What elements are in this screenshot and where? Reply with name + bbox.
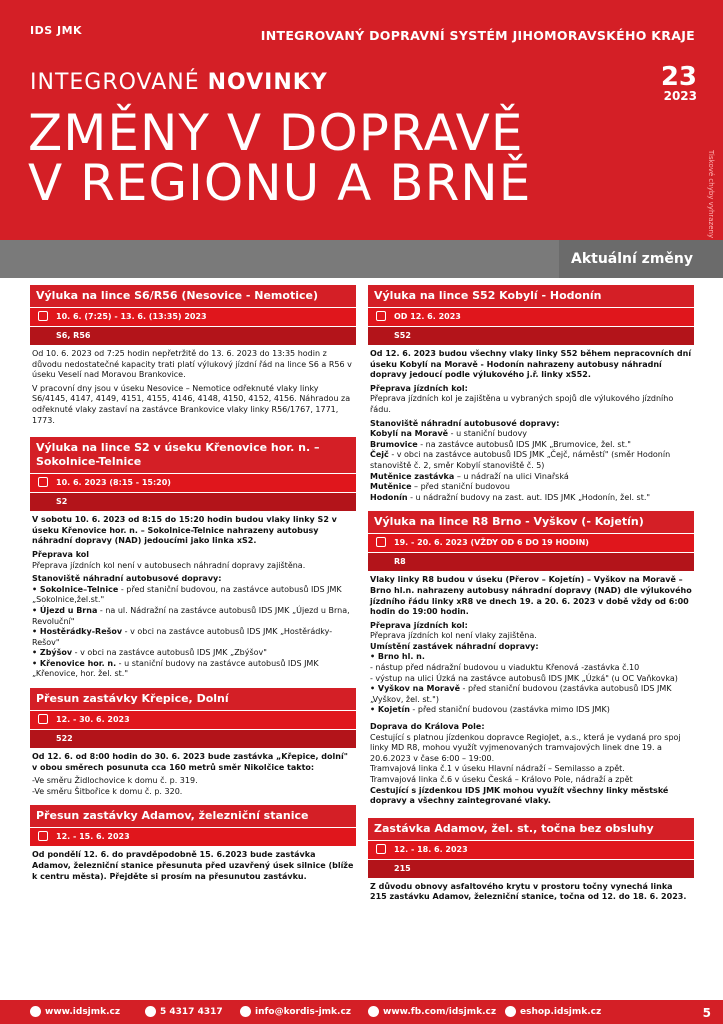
card-title: Výluka na lince S2 v úseku Křenovice hor. n. – Sokolnice-Telnice	[30, 437, 356, 473]
facebook-icon	[368, 1006, 379, 1017]
card-title: Přesun zastávky Adamov, železniční stanice	[30, 805, 356, 827]
line-row: R8	[368, 553, 694, 571]
date-row: 10. 6. (7:25) - 13. 6. (13:35) 2023	[30, 308, 356, 326]
card-body: Od 12. 6. od 8:00 hodin do 30. 6. 2023 bude zastávka „Křepice, dolní" v obou směrech posunuta cca 160 metrů směr Nikolčice takto: -Ve směru Židlochovice k domu č. p. 319. -Ve směru Šitbořice k domu č. p. 320.	[32, 752, 348, 796]
card-body: Od pondělí 12. 6. do pravděpodobně 15. 6.2023 bude zastávka Adamov, železniční stanice přesunuta před uzavřený úsek silnice (blíže k centru města). Přejděte si prosím na přesunutou zastávku.	[32, 850, 354, 881]
date-row: 12. - 15. 6. 2023	[30, 828, 356, 846]
page-title: ZMĚNY V DOPRAVĚ V REGIONU A BRNĚ	[28, 104, 532, 212]
calendar-icon	[376, 311, 386, 321]
eshop-link[interactable]: eshop.idsjmk.cz	[505, 1006, 601, 1017]
section-title: Aktuální změny	[559, 240, 723, 278]
card-body: Od 10. 6. 2023 od 7:25 hodin nepřetržitě do 13. 6. 2023 do 13:35 hodin z důvodu nedostatečné kapacity trati platí výlukový jízdní řád na lince S6 a R56 v úseku Veselí nad Moravou Brankovice. V pracovní dny jsou v úseku Nesovice – Nemotice odřeknuté vlaky linky S6/4145, 4147, 4149, 4151, 4155, 4146, 4148, 4150, 4152, 4156. Náhradou za odřeknuté vlaky zastaví na zastávce Brankovice vlaky linky R56/1767, 1771, 1773.	[32, 349, 352, 425]
kicker: INTEGROVANÉ NOVINKY	[30, 70, 328, 95]
globe-icon	[30, 1006, 41, 1017]
notice-card	[368, 511, 694, 811]
phone-link[interactable]: 5 4317 4317	[145, 1006, 223, 1017]
notice-card	[30, 688, 356, 799]
card-title: Přesun zastávky Křepice, Dolní	[30, 688, 356, 710]
card-body: V sobotu 10. 6. 2023 od 8:15 do 15:20 hodin budou vlaky linky S2 v úseku Křenovice hor. n. – Sokolnice-Telnice nahrazeny autobusy náhradní dopravy (NAD) jedoucími jako linka xS2. Přeprava kol Přeprava jízdních kol není v autobusech náhradní dopravy zajištěna. Stanoviště náhradní autobusové dopravy: • Sokolnice–Telnice - před staniční budovou, na zastávce autobusů IDS JMK „Sokolnice,žel.st." • Újezd u Brna - na ul. Nádražní na zastávce autobusů IDS JMK „Újezd u Brna, Revoluční" • Hostěrádky-Rešov - v obci na zastávce autobusů IDS JMK „Hostěrádky-Rešov" • Zbýšov - v obci na zastávce autobusů IDS JMK „Zbýšov" • Křenovice hor. n. - u staniční budovy na zastávce autobusů IDS JMK „Křenovice, hor. žel. st."	[32, 515, 350, 679]
calendar-icon	[376, 844, 386, 854]
notice-card	[368, 818, 694, 908]
line-row: 215	[368, 860, 694, 878]
line-row: S6, R56	[30, 327, 356, 345]
calendar-icon	[38, 477, 48, 487]
issue-number: 23 2023	[660, 62, 697, 103]
page-number: 5	[702, 1006, 711, 1020]
header-banner	[0, 0, 723, 240]
phone-icon	[145, 1006, 156, 1017]
date-row: 12. - 30. 6. 2023	[30, 711, 356, 729]
notice-card	[30, 437, 356, 682]
card-body: Z důvodu obnovy asfaltového krytu v prostoru točny vynechá linka 215 zastávku Adamov, železniční stanice, točna od 12. do 18. 6. 2023.	[370, 881, 687, 902]
footer	[0, 1000, 723, 1024]
card-body: Vlaky linky R8 budou v úseku (Přerov – Kojetín) – Vyškov na Moravě – Brno hl.n. nahrazeny autobusy náhradní dopravy (NAD) dle výlukového jízdního řádu linky xR8 ve dnech 19. a 20. 6. 2023 v době vždy od 6:00 hodin do 19:00 hodin. Přeprava jízdních kol: Přeprava jízdních kol není vlaky zajištěna. Umístění zastávek náhradní dopravy: • Brno hl. n. - nástup před nádražní budovou u viaduktu Křenová -zastávka č.10 - výstup na ulici Úzká na zastávce autobusů IDS JMK „Úzká" (u OC Vaňkovka) • Vyškov na Moravě - před staniční budovou (zastávka autobusů IDS JMK „Vyškov, žel. st.") • Kojetín - před staniční budovou (zastávka mimo IDS JMK) Doprava do Králova Pole: Cestující s platnou jízdenkou dopravce RegioJet, a.s., která je vydaná pro spoj linky MD R8, mohou využít vyjmenovaných tramvajových linek dne 19. a 20.6.2023 v čase 6:00 – 19:00. Tramvajová linka č.1 v úseku Hlavní nádraží – Semilasso a zpět. Tramvajová linka č.6 v úseku Česká – Královo Pole, nádraží a zpět Cestující s jízdenkou IDS JMK mohou využít všechny linky městské dopravy a všechny zaintegrované vlaky.	[370, 575, 692, 806]
line-row: 522	[30, 730, 356, 748]
notice-card	[368, 285, 694, 505]
print-note: Tiskové chyby vyhrazeny	[707, 150, 715, 239]
date-row: 10. 6. 2023 (8:15 - 15:20)	[30, 474, 356, 492]
card-body: Od 12. 6. 2023 budou všechny vlaky linky S52 během nepracovních dní úseku Kobylí na Moravě - Hodonín nahrazeny autobusy náhradní dopravy jedoucí podle výlukového j.ř. linky xS52. Přeprava jízdních kol: Přeprava jízdních kol je zajištěna u vybraných spojů dle výlukového jízdního řádu. Stanoviště náhradní autobusové dopravy: Kobylí na Moravě - u staniční budovy Brumovice - na zastávce autobusů IDS JMK „Brumovice, žel. st." Čejč - v obci na zastávce autobusů IDS JMK „Čejč, náměstí" (směr Hodonín stanoviště č. 2, směr Kobylí stanoviště č. 5) Mutěnice zastávka – u nádraží na ulici Vinařská Mutěnice – před staniční budovou Hodonín - u nádražní budovy na zast. aut. IDS JMK „Hodonín, žel. st."	[370, 349, 692, 502]
web-link[interactable]: www.idsjmk.cz	[30, 1006, 120, 1017]
card-title: Zastávka Adamov, žel. st., točna bez obsluhy	[368, 818, 694, 840]
date-row: 12. - 18. 6. 2023	[368, 841, 694, 859]
line-row: S2	[30, 493, 356, 511]
calendar-icon	[38, 831, 48, 841]
notice-card	[30, 805, 356, 887]
ids-jmk-logo: IDS JMK	[30, 24, 83, 37]
mail-icon	[240, 1006, 251, 1017]
card-title: Výluka na lince S52 Kobylí - Hodonín	[368, 285, 694, 307]
right-column	[368, 285, 694, 914]
card-title: Výluka na lince S6/R56 (Nesovice - Nemotice)	[30, 285, 356, 307]
mail-link[interactable]: info@kordis-jmk.cz	[240, 1006, 351, 1017]
facebook-link[interactable]: www.fb.com/idsjmk.cz	[368, 1006, 496, 1017]
cart-icon	[505, 1006, 516, 1017]
system-name: INTEGROVANÝ DOPRAVNÍ SYSTÉM JIHOMORAVSKÉHO KRAJE	[260, 28, 695, 43]
calendar-icon	[38, 311, 48, 321]
date-row: 19. - 20. 6. 2023 (VŽDY OD 6 DO 19 HODIN)	[368, 534, 694, 552]
train-icon	[376, 537, 386, 547]
card-title: Výluka na lince R8 Brno - Vyškov (- Kojetín)	[368, 511, 694, 533]
date-row: OD 12. 6. 2023	[368, 308, 694, 326]
left-column	[30, 285, 356, 893]
line-row: S52	[368, 327, 694, 345]
calendar-icon	[38, 714, 48, 724]
notice-card	[30, 285, 356, 431]
